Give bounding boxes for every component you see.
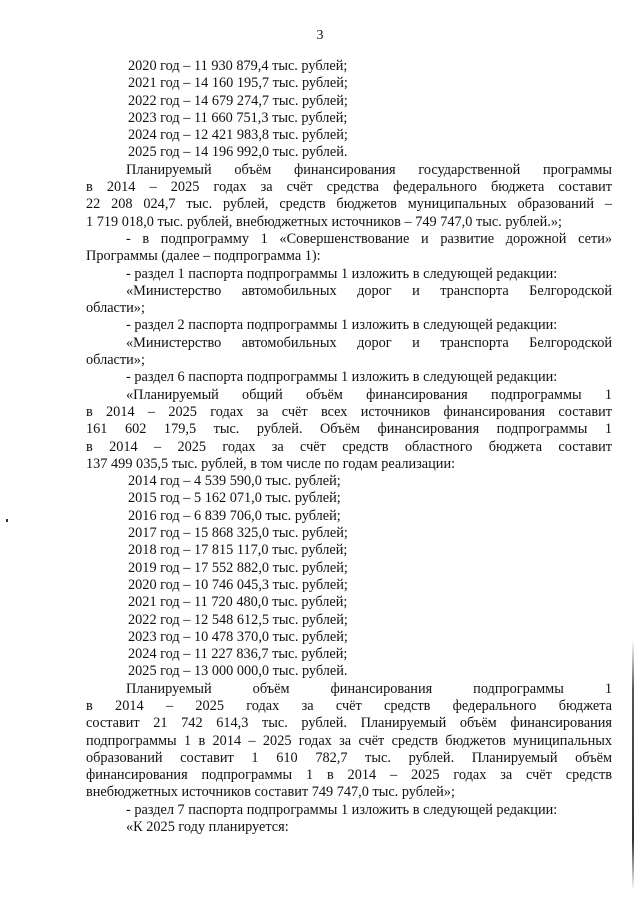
year-line: 2021 год – 14 160 195,7 тыс. рублей;	[128, 75, 348, 92]
quote-line: области»;	[86, 352, 145, 369]
document-body	[86, 58, 612, 836]
paragraph-line: в 2014 – 2025 годах за счёт средств федерального бюджета	[86, 697, 612, 714]
paragraph-line: Программы (далее – подпрограмма 1):	[86, 248, 321, 265]
year-line: 2021 год – 11 720 480,0 тыс. рублей;	[128, 594, 348, 611]
year-line: 2015 год – 5 162 071,0 тыс. рублей;	[128, 490, 341, 507]
year-line: 2023 год – 10 478 370,0 тыс. рублей;	[128, 628, 348, 645]
paragraph-line: подпрограммы 1 в 2014 – 2025 годах за счёт средств бюджетов муниципальных	[86, 732, 612, 749]
year-line: 2019 год – 17 552 882,0 тыс. рублей;	[128, 559, 348, 576]
section-1-instruction: - раздел 1 паспорта подпрограммы 1 изложить в следующей редакции:	[126, 265, 558, 282]
year-line: 2014 год – 4 539 590,0 тыс. рублей;	[128, 473, 341, 490]
year-line: 2025 год – 14 196 992,0 тыс. рублей.	[128, 144, 348, 161]
section-7-instruction: - раздел 7 паспорта подпрограммы 1 изложить в следующей редакции:	[126, 801, 558, 818]
paragraph-line: образований составит 1 610 782,7 тыс. рублей. Планируемый объём	[86, 749, 612, 766]
section-6-instruction: - раздел 6 паспорта подпрограммы 1 изложить в следующей редакции:	[126, 369, 558, 386]
paragraph-line: 1 719 018,0 тыс. рублей, внебюджетных источников – 749 747,0 тыс. рублей.»;	[86, 213, 562, 230]
scan-edge-shadow	[632, 640, 634, 890]
year-line: 2016 год – 6 839 706,0 тыс. рублей;	[128, 507, 341, 524]
page-number: 3	[316, 28, 324, 43]
paragraph-line: Планируемый объём финансирования подпрограммы 1	[126, 680, 612, 697]
paragraph-line: составит 21 742 614,3 тыс. рублей. Планируемый объём финансирования	[86, 715, 612, 732]
section-2-instruction: - раздел 2 паспорта подпрограммы 1 изложить в следующей редакции:	[126, 317, 558, 334]
year-line: 2020 год – 11 930 879,4 тыс. рублей;	[128, 58, 348, 74]
year-line: 2017 год – 15 868 325,0 тыс. рублей;	[128, 525, 348, 542]
paragraph-line: 22 208 024,7 тыс. рублей, средств бюджетов муниципальных образований –	[86, 196, 612, 213]
year-line: 2022 год – 12 548 612,5 тыс. рублей;	[128, 611, 348, 628]
closing-line: «К 2025 году планируется:	[126, 819, 289, 836]
year-line: 2024 год – 11 227 836,7 тыс. рублей;	[128, 646, 348, 663]
paragraph-line: «Планируемый общий объём финансирования подпрограммы 1	[126, 386, 612, 403]
quote-line: области»;	[86, 300, 145, 317]
quote-line: «Министерство автомобильных дорог и транспорта Белгородской	[126, 282, 612, 299]
paragraph-line: в 2014 – 2025 годах за счёт средств областного бюджета составит	[86, 438, 612, 455]
year-line: 2020 год – 10 746 045,3 тыс. рублей;	[128, 576, 348, 593]
paragraph-line: 161 602 179,5 тыс. рублей. Объём финансирования подпрограммы 1	[86, 421, 612, 438]
paragraph-line: в 2014 – 2025 годах за счёт средства федерального бюджета составит	[86, 179, 612, 196]
paragraph-line: - в подпрограмму 1 «Совершенствование и развитие дорожной сети»	[126, 230, 612, 247]
paragraph-line: внебюджетных источников составит 749 747,0 тыс. рублей»;	[86, 784, 455, 801]
year-line: 2025 год – 13 000 000,0 тыс. рублей.	[128, 663, 348, 680]
paragraph-line: Планируемый объём финансирования государственной программы	[126, 161, 612, 178]
year-line: 2023 год – 11 660 751,3 тыс. рублей;	[128, 109, 348, 126]
paragraph-line: финансирования подпрограммы 1 в 2014 – 2025 годах за счёт средств	[86, 767, 612, 784]
scan-mark	[6, 519, 8, 522]
year-line: 2022 год – 14 679 274,7 тыс. рублей;	[128, 92, 348, 109]
quote-line: «Министерство автомобильных дорог и транспорта Белгородской	[126, 334, 612, 351]
year-line: 2024 год – 12 421 983,8 тыс. рублей;	[128, 127, 348, 144]
paragraph-line: 137 499 035,5 тыс. рублей, в том числе по годам реализации:	[86, 455, 456, 472]
paragraph-line: в 2014 – 2025 годах за счёт всех источников финансирования составит	[86, 403, 612, 420]
year-line: 2018 год – 17 815 117,0 тыс. рублей;	[128, 542, 348, 559]
